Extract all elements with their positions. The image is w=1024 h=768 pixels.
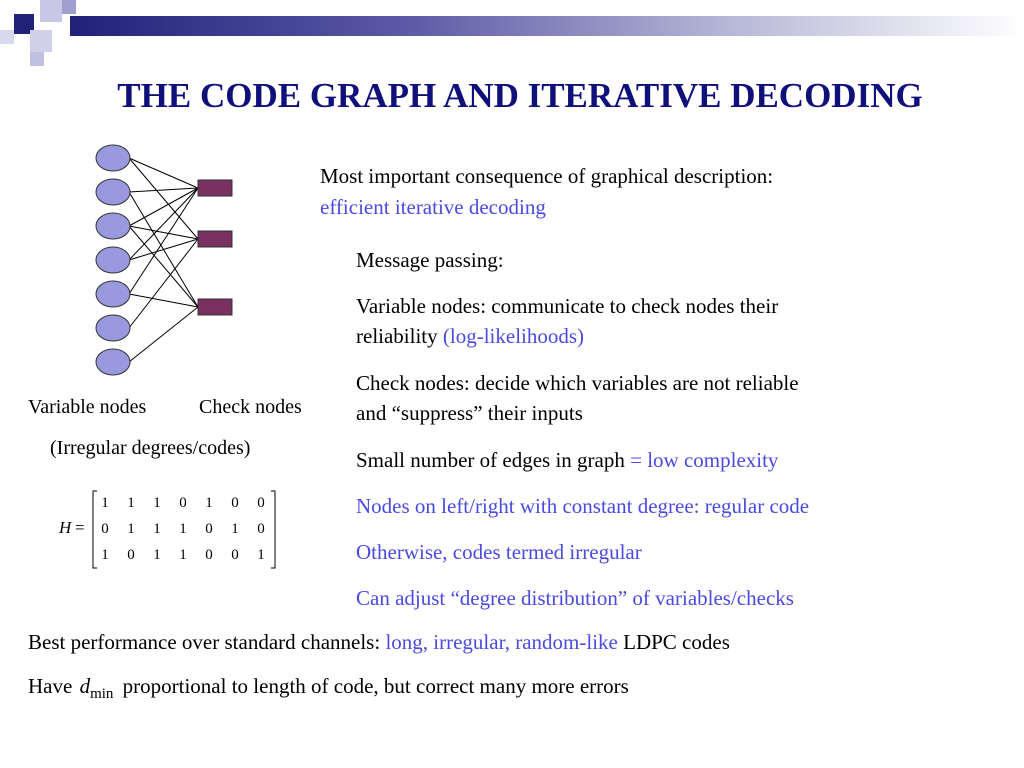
- graph-edge: [129, 188, 198, 226]
- matrix-cell: 0: [257, 521, 265, 537]
- matrix-left-bracket: [93, 491, 97, 568]
- matrix-cell: 0: [179, 495, 187, 511]
- check-node: [198, 180, 232, 196]
- matrix-cell: 0: [257, 495, 265, 511]
- matrix-cell: 0: [127, 547, 135, 563]
- degree-distribution-text: Can adjust “degree distribution” of variables/checks: [356, 586, 794, 610]
- intro-line-2: efficient iterative decoding: [320, 195, 546, 219]
- dmin-subscript: min: [90, 686, 114, 703]
- matrix-cell: 1: [257, 547, 265, 563]
- variable-node: [96, 349, 130, 375]
- matrix-cell: 0: [205, 547, 213, 563]
- graph-caption: (Irregular degrees/codes): [50, 437, 251, 459]
- matrix-cell: 1: [127, 495, 135, 511]
- performance-highlight: long, irregular, random-like: [385, 630, 618, 654]
- log-likelihoods-text: (log-likelihoods): [442, 324, 585, 348]
- matrix-right-bracket: [271, 491, 275, 568]
- variable-nodes-text-2a: reliability: [356, 324, 443, 348]
- matrix-cell: 0: [231, 495, 239, 511]
- graph-edge: [129, 188, 198, 192]
- check-nodes-label: Check nodes: [199, 396, 302, 418]
- matrix-cell: 1: [127, 521, 135, 537]
- variable-node: [96, 315, 130, 341]
- edges-text: [356, 445, 778, 475]
- dmin-symbol: d: [79, 674, 91, 698]
- performance-text-a: Best performance over standard channels:: [28, 630, 386, 654]
- check-node: [198, 231, 232, 247]
- code-graph: [85, 140, 255, 385]
- dmin-text: [28, 671, 629, 709]
- matrix-cell: 1: [153, 547, 161, 563]
- edges-text-a: Small number of edges in graph: [356, 448, 631, 472]
- graph-edge: [129, 158, 198, 188]
- graph-edge: [129, 226, 198, 239]
- variable-node: [96, 179, 130, 205]
- variable-nodes-text-1: Variable nodes: communicate to check nodes their: [356, 294, 779, 318]
- parity-check-matrix: [55, 488, 285, 572]
- check-node: [198, 299, 232, 315]
- low-complexity-text: = low complexity: [630, 448, 779, 472]
- variable-node: [96, 247, 130, 273]
- graph-edge: [129, 226, 198, 307]
- graph-edge: [129, 188, 198, 294]
- message-passing-heading: Message passing:: [356, 248, 504, 272]
- intro-line-1: Most important consequence of graphical description:: [320, 164, 774, 188]
- matrix-equals: =: [75, 518, 85, 537]
- dmin-have: Have: [28, 674, 73, 698]
- matrix-cell: 0: [205, 521, 213, 537]
- matrix-cell: 0: [101, 521, 109, 537]
- performance-text: [28, 627, 730, 657]
- check-nodes-text-1: Check nodes: decide which variables are not reliable: [356, 371, 799, 395]
- matrix-cell: 1: [179, 521, 187, 537]
- matrix-cell: 1: [231, 521, 239, 537]
- graph-edge: [129, 294, 198, 307]
- check-nodes-text-2: and “suppress” their inputs: [356, 401, 583, 425]
- matrix-cell: 1: [153, 495, 161, 511]
- variable-node: [96, 281, 130, 307]
- corner-square-light-3: [0, 30, 14, 44]
- matrix-cell: 1: [101, 547, 109, 563]
- variable-node: [96, 213, 130, 239]
- title-bar-gradient: [70, 16, 1024, 36]
- slide-title: THE CODE GRAPH AND ITERATIVE DECODING: [117, 76, 923, 115]
- dmin-rest: proportional to length of code, but correct many more errors: [122, 674, 629, 698]
- matrix-cell: 1: [205, 495, 213, 511]
- performance-text-c: LDPC codes: [617, 630, 730, 654]
- corner-square-mid: [62, 0, 76, 14]
- matrix-cell: 1: [101, 495, 109, 511]
- matrix-symbol: H: [59, 518, 72, 537]
- variable-nodes-label: Variable nodes: [28, 396, 147, 418]
- corner-square-light-2: [30, 30, 52, 52]
- regular-code-text: Nodes on left/right with constant degree: regular code: [356, 494, 810, 518]
- corner-square-light-4: [30, 52, 44, 66]
- corner-square-light-1: [40, 0, 62, 22]
- matrix-cell: 0: [231, 547, 239, 563]
- irregular-code-text: Otherwise, codes termed irregular: [356, 540, 642, 564]
- matrix-cell: 1: [153, 521, 161, 537]
- variable-nodes-text-2: [356, 321, 584, 351]
- matrix-cell: 1: [179, 547, 187, 563]
- variable-node: [96, 145, 130, 171]
